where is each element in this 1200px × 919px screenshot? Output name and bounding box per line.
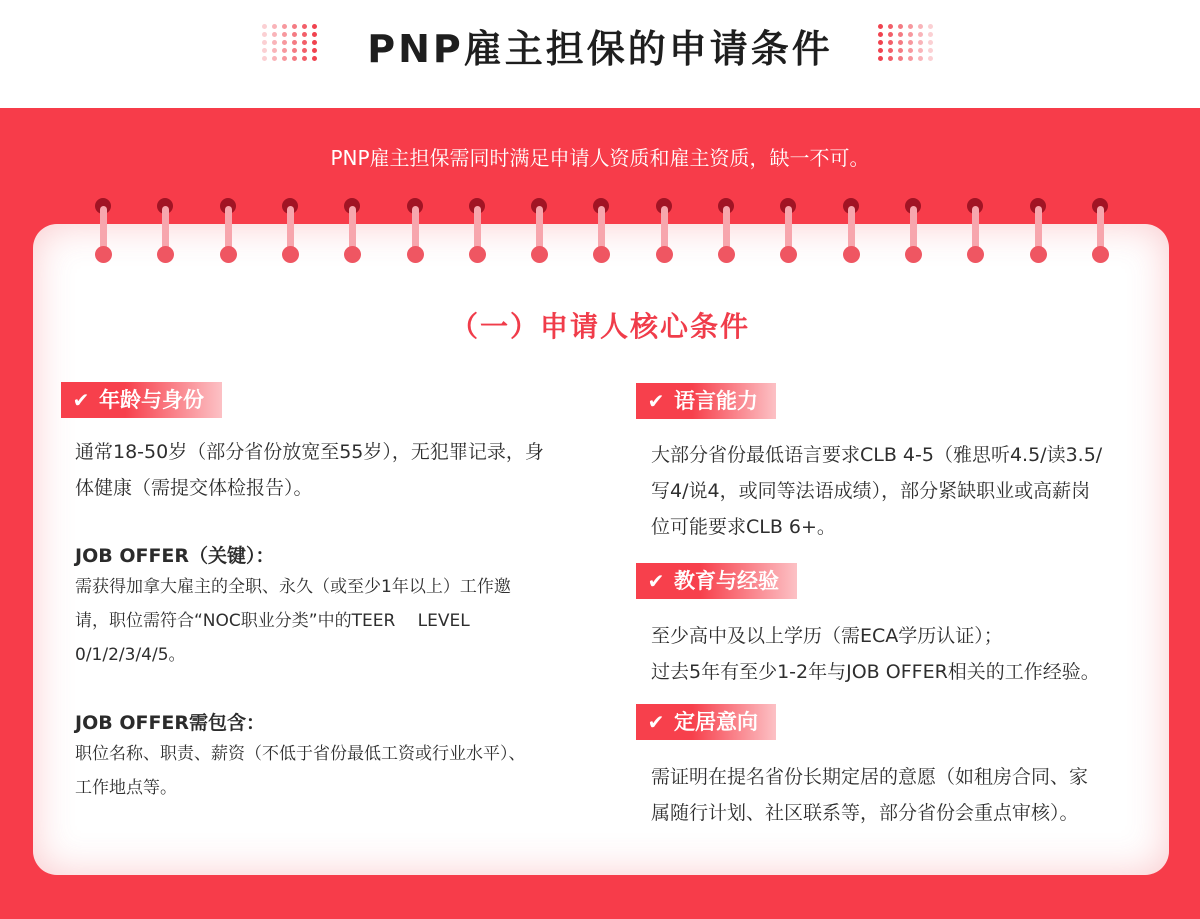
text-line: 请，职位需符合“NOC职业分类”中的TEER LEVEL	[75, 611, 470, 631]
header	[0, 0, 1200, 108]
section-title: （一）申请人核心条件	[449, 310, 750, 343]
residence-paragraph	[651, 759, 1088, 831]
decorative-dot	[878, 24, 883, 29]
tag-label: 语言能力	[674, 389, 758, 413]
binder-ring	[344, 198, 362, 270]
decorative-dot	[908, 56, 913, 61]
decorative-dot	[878, 40, 883, 45]
check-icon: ✔	[647, 710, 665, 734]
decorative-dot	[918, 32, 923, 37]
decorative-dot	[908, 48, 913, 53]
decorative-dot	[918, 56, 923, 61]
decorative-dot	[888, 32, 893, 37]
text-line: 职位名称、职责、薪资（不低于省份最低工资或行业水平）、	[75, 744, 526, 764]
text-line: 属随行计划、社区联系等，部分省份会重点审核）。	[651, 802, 1079, 824]
binder-ring	[469, 198, 487, 270]
text-line: 大部分省份最低语言要求CLB 4-5（雅思听4.5/读3.5/	[651, 444, 1103, 466]
text-line: 工作地点等。	[75, 778, 177, 798]
binder-ring	[1092, 198, 1110, 270]
decorative-dot	[928, 40, 933, 45]
ring-part	[593, 246, 610, 263]
decorative-dot	[918, 24, 923, 29]
binder-ring	[95, 198, 113, 270]
ring-part	[1092, 246, 1109, 263]
binder-ring	[220, 198, 238, 270]
decorative-dot	[898, 32, 903, 37]
decorative-dot	[928, 48, 933, 53]
ring-part	[843, 246, 860, 263]
check-icon: ✔	[647, 389, 665, 413]
job-offer-contents-heading: JOB OFFER需包含：	[75, 712, 266, 734]
binder-ring	[531, 198, 549, 270]
text-line: 需证明在提名省份长期定居的意愿（如租房合同、家	[651, 766, 1089, 788]
text-line: 写4/说4，或同等法语成绩），部分紧缺职业或高薪岗	[651, 480, 1091, 502]
ring-part	[1030, 246, 1047, 263]
binder-ring	[905, 198, 923, 270]
tag-residence	[636, 704, 776, 740]
age-paragraph	[75, 434, 544, 506]
decorative-dot	[888, 48, 893, 53]
decorative-dot	[878, 32, 883, 37]
text-line: 通常18-50岁（部分省份放宽至55岁），无犯罪记录，身	[75, 441, 544, 463]
text-line: 过去5年有至少1-2年与JOB OFFER相关的工作经验。	[651, 661, 1100, 683]
tag-age-identity	[61, 382, 222, 418]
job-offer-contents-paragraph	[75, 737, 526, 805]
decorative-dot	[898, 56, 903, 61]
text-line: 至少高中及以上学历（需ECA学历认证）；	[651, 625, 1003, 647]
binder-ring	[157, 198, 175, 270]
decorative-dot	[878, 48, 883, 53]
page-title: PNP雇主担保的申请条件	[367, 27, 833, 71]
ring-part	[531, 246, 548, 263]
ring-part	[905, 246, 922, 263]
decorative-dot	[898, 40, 903, 45]
intro-text: PNP雇主担保需同时满足申请人资质和雇主资质，缺一不可。	[330, 146, 870, 170]
binder-ring	[780, 198, 798, 270]
binder-ring	[282, 198, 300, 270]
binder-ring	[593, 198, 611, 270]
decorative-dot	[888, 40, 893, 45]
tag-label: 年龄与身份	[99, 388, 204, 412]
ring-part	[95, 246, 112, 263]
text-line: 0/1/2/3/4/5。	[75, 645, 186, 665]
binder-rings	[0, 198, 1200, 270]
language-paragraph	[651, 437, 1102, 545]
check-icon: ✔	[72, 388, 90, 412]
decorative-dot	[888, 24, 893, 29]
ring-part	[967, 246, 984, 263]
decorative-dot	[928, 32, 933, 37]
ring-part	[220, 246, 237, 263]
ring-part	[157, 246, 174, 263]
decorative-dot	[898, 48, 903, 53]
decorative-dot	[888, 56, 893, 61]
ring-part	[344, 246, 361, 263]
binder-ring	[967, 198, 985, 270]
ring-part	[780, 246, 797, 263]
binder-ring	[843, 198, 861, 270]
job-offer-paragraph	[75, 570, 511, 672]
text-line: 需获得加拿大雇主的全职、永久（或至少1年以上）工作邀	[75, 577, 511, 597]
ring-part	[469, 246, 486, 263]
binder-ring	[656, 198, 674, 270]
text-line: 体健康（需提交体检报告）。	[75, 477, 313, 499]
decorative-dot	[908, 40, 913, 45]
ring-part	[282, 246, 299, 263]
tag-label: 教育与经验	[674, 569, 779, 593]
ring-part	[656, 246, 673, 263]
decorative-dot	[898, 24, 903, 29]
decorative-dot	[918, 48, 923, 53]
tag-education	[636, 563, 797, 599]
decorative-dot	[928, 56, 933, 61]
ring-part	[718, 246, 735, 263]
binder-ring	[718, 198, 736, 270]
binder-ring	[1030, 198, 1048, 270]
tag-language	[636, 383, 776, 419]
decorative-dot	[908, 24, 913, 29]
binder-ring	[407, 198, 425, 270]
education-paragraph	[651, 618, 1100, 690]
decorative-dot	[928, 24, 933, 29]
decorative-dot	[878, 56, 883, 61]
check-icon: ✔	[647, 569, 665, 593]
text-line: 位可能要求CLB 6+。	[651, 516, 836, 538]
decorative-dot	[918, 40, 923, 45]
job-offer-heading: JOB OFFER（关键）：	[75, 545, 275, 567]
ring-part	[407, 246, 424, 263]
decorative-dots-right	[878, 24, 938, 66]
tag-label: 定居意向	[674, 710, 758, 734]
decorative-dot	[908, 32, 913, 37]
